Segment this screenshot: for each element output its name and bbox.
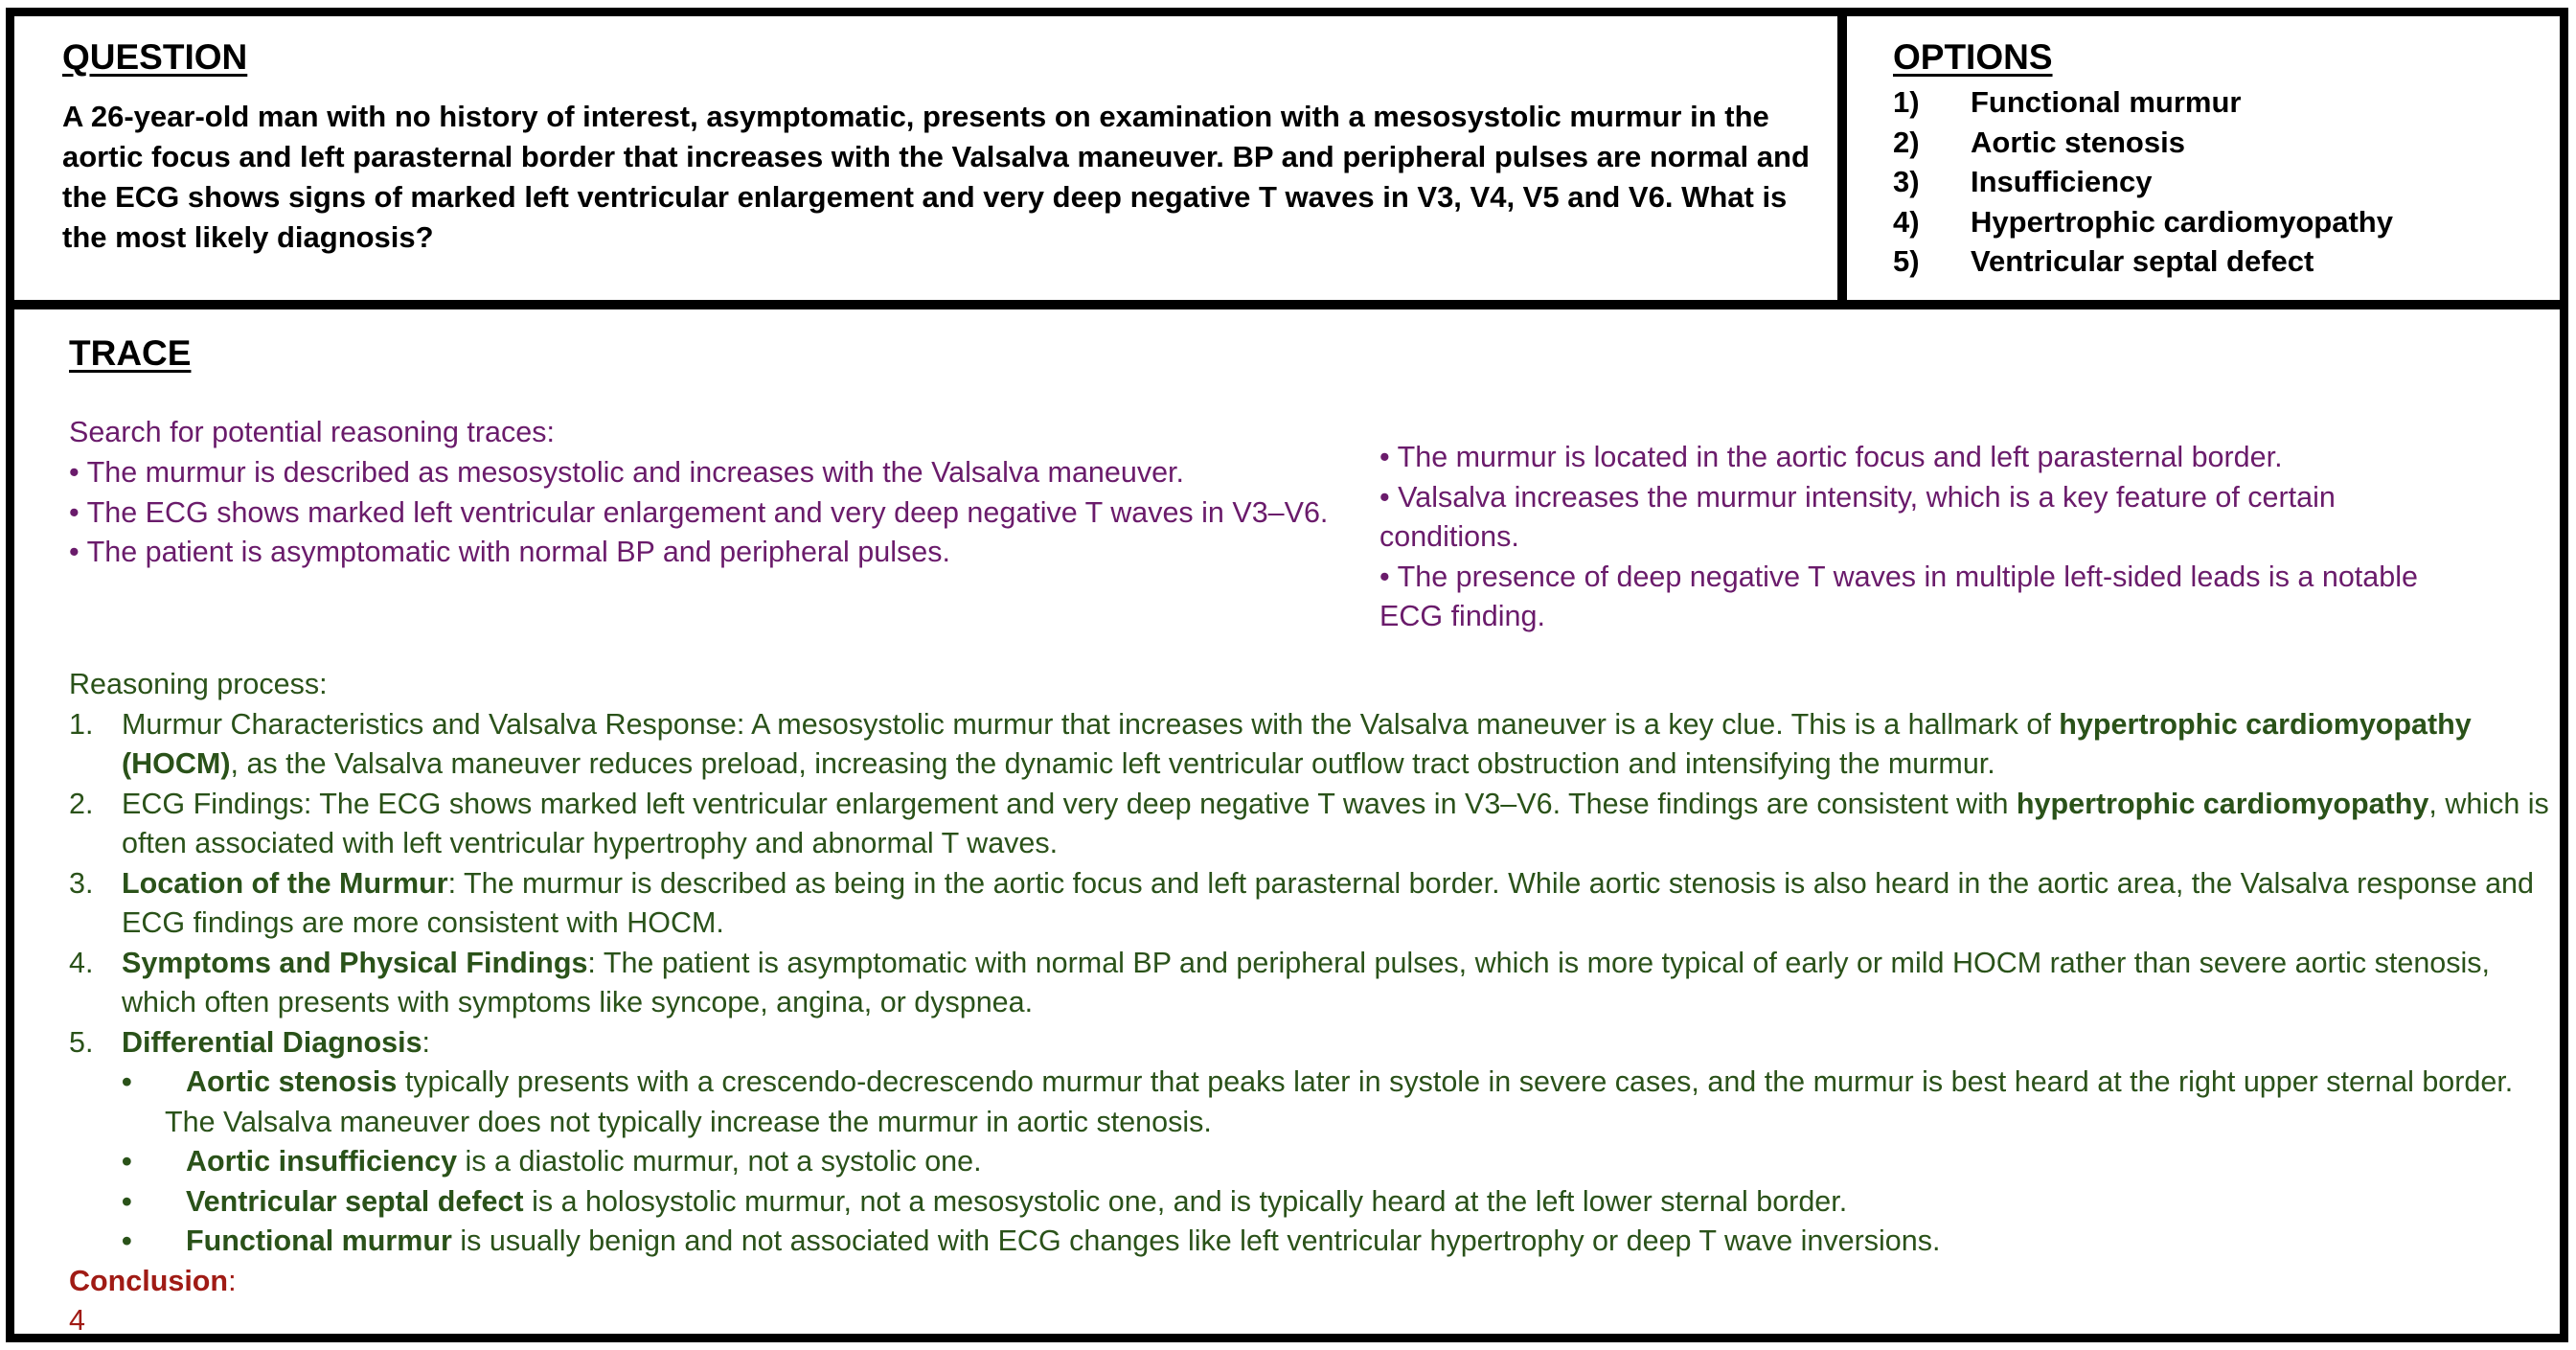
reasoning-emphasis: Symptoms and Physical Findings bbox=[122, 946, 588, 979]
reasoning-text-part: ECG Findings: The ECG shows marked left ventricular enlargement and very deep negative T waves in V3–V6. These findings are consistent with bbox=[122, 787, 2017, 820]
trace-bullet: • The patient is asymptomatic with normal BP and peripheral pulses. bbox=[69, 536, 950, 568]
reasoning-text bbox=[122, 864, 2550, 944]
search-traces-right-column bbox=[1379, 438, 2462, 637]
differential-emphasis: Aortic insufficiency bbox=[186, 1145, 458, 1178]
reasoning-number: 3. bbox=[69, 866, 94, 900]
differential-item bbox=[69, 1222, 2550, 1262]
differential-text-part: typically presents with a crescendo-decrescendo murmur that peaks later in systole in severe cases, and the murmur is best heard at the right upper sternal border. The Valsalva maneuver does not typically increase the murmur in aortic stenosis. bbox=[165, 1065, 2514, 1138]
question-heading: QUESTION bbox=[62, 37, 248, 77]
reasoning-process bbox=[69, 665, 2550, 1341]
options-list bbox=[1893, 82, 2564, 282]
option-item bbox=[1893, 162, 2564, 202]
trace-section bbox=[69, 333, 2550, 1337]
differential-text bbox=[165, 1182, 2550, 1223]
reasoning-text-part: : The patient is asymptomatic with normal BP and peripheral pulses, which is more typical of early or mild HOCM rather than severe aortic stenosis, which often presents with symptoms like syncope, angina, or dyspnea. bbox=[122, 946, 2491, 1018]
differential-text-part: is a holosystolic murmur, not a mesosystolic one, and is typically heard at the left lower sternal border. bbox=[523, 1184, 1848, 1218]
bullet-icon: • bbox=[122, 1184, 132, 1218]
option-label: Hypertrophic cardiomyopathy bbox=[1971, 204, 2393, 239]
option-label: Ventricular septal defect bbox=[1971, 244, 2314, 278]
option-label: Functional murmur bbox=[1971, 85, 2242, 119]
differential-item bbox=[69, 1142, 2550, 1182]
option-number: 2) bbox=[1893, 125, 1920, 159]
reasoning-text-part: : bbox=[422, 1025, 431, 1059]
option-number: 4) bbox=[1893, 204, 1920, 239]
conclusion-colon: : bbox=[228, 1264, 237, 1297]
vertical-divider bbox=[1837, 16, 1847, 300]
question-section bbox=[62, 37, 1815, 258]
option-item bbox=[1893, 241, 2564, 282]
option-item bbox=[1893, 123, 2564, 163]
option-number: 3) bbox=[1893, 165, 1920, 198]
trace-heading: TRACE bbox=[69, 333, 192, 373]
search-traces-left-column bbox=[69, 453, 1353, 573]
reasoning-text bbox=[122, 705, 2550, 785]
option-number: 1) bbox=[1893, 85, 1920, 119]
bullet-icon: • bbox=[122, 1145, 132, 1178]
reasoning-number: 1. bbox=[69, 707, 94, 741]
options-section bbox=[1893, 37, 2564, 282]
reasoning-text bbox=[122, 785, 2550, 864]
differential-emphasis: Functional murmur bbox=[186, 1224, 452, 1257]
bullet-icon: • bbox=[122, 1065, 132, 1098]
option-label: Insufficiency bbox=[1971, 165, 2153, 198]
document-frame bbox=[6, 8, 2568, 1342]
reasoning-text bbox=[122, 944, 2550, 1023]
reasoning-item bbox=[69, 864, 2550, 944]
reasoning-text bbox=[122, 1023, 2550, 1064]
differential-text bbox=[165, 1063, 2550, 1142]
horizontal-divider bbox=[14, 300, 2560, 309]
reasoning-text-part: , as the Valsalva maneuver reduces preload, increasing the dynamic left ventricular outflow tract obstruction and intensifying the murmur. bbox=[230, 747, 1995, 780]
differential-text-part: is a diastolic murmur, not a systolic one. bbox=[457, 1145, 982, 1178]
reasoning-number: 4. bbox=[69, 946, 94, 979]
reasoning-title: Reasoning process: bbox=[69, 668, 328, 700]
bullet-icon: • bbox=[122, 1224, 132, 1257]
search-traces-title: Search for potential reasoning traces: bbox=[69, 416, 555, 448]
reasoning-emphasis: Location of the Murmur bbox=[122, 866, 448, 900]
trace-bullet: • The murmur is described as mesosystolic and increases with the Valsalva maneuver. bbox=[69, 456, 1184, 489]
reasoning-item bbox=[69, 785, 2550, 864]
differential-item bbox=[69, 1063, 2550, 1142]
reasoning-number: 2. bbox=[69, 787, 94, 820]
reasoning-number: 5. bbox=[69, 1025, 94, 1059]
conclusion-label-row bbox=[69, 1262, 2550, 1302]
option-item bbox=[1893, 82, 2564, 123]
differential-item bbox=[69, 1182, 2550, 1223]
option-item bbox=[1893, 202, 2564, 242]
reasoning-emphasis: Differential Diagnosis bbox=[122, 1025, 422, 1059]
option-number: 5) bbox=[1893, 244, 1920, 278]
differential-text bbox=[165, 1222, 2550, 1262]
reasoning-item bbox=[69, 944, 2550, 1023]
options-heading: OPTIONS bbox=[1893, 37, 2053, 77]
reasoning-text-part: Murmur Characteristics and Valsalva Response: A mesosystolic murmur that increases with the Valsalva maneuver is a key clue. This is a hallmark of bbox=[122, 707, 2060, 741]
trace-bullet: • The murmur is located in the aortic focus and left parasternal border. bbox=[1379, 441, 2283, 473]
reasoning-item bbox=[69, 1023, 2550, 1064]
question-text: A 26-year-old man with no history of interest, asymptomatic, presents on examination with a mesosystolic murmur in the aortic focus and left parasternal border that increases with the Valsalva maneuver. BP and peripheral pulses are normal and the ECG shows signs of marked left ventricular enlargement and very deep negative T waves in V3, V4, V5 and V6. What is the most likely diagnosis? bbox=[62, 100, 1810, 254]
trace-bullet: • Valsalva increases the murmur intensity, which is a key feature of certain conditions. bbox=[1379, 480, 2336, 553]
differential-emphasis: Ventricular septal defect bbox=[186, 1184, 524, 1218]
conclusion-value: 4 bbox=[69, 1304, 85, 1337]
reasoning-text-part: , which is often associated with left ventricular hypertrophy and abnormal T waves. bbox=[122, 787, 2549, 859]
trace-bullet: • The presence of deep negative T waves in multiple left-sided leads is a notable ECG finding. bbox=[1379, 560, 2418, 632]
option-label: Aortic stenosis bbox=[1971, 125, 2185, 159]
trace-bullet: • The ECG shows marked left ventricular enlargement and very deep negative T waves in V3–V6. bbox=[69, 495, 1329, 529]
differential-text-part: is usually benign and not associated with ECG changes like left ventricular hypertrophy or deep T wave inversions. bbox=[451, 1224, 1941, 1257]
differential-emphasis: Aortic stenosis bbox=[186, 1065, 398, 1098]
conclusion-label: Conclusion bbox=[69, 1264, 229, 1297]
reasoning-text-part: : The murmur is described as being in the aortic focus and left parasternal border. While aortic stenosis is also heard in the aortic area, the Valsalva response and ECG findings are more consistent with HOCM. bbox=[122, 866, 2534, 939]
reasoning-emphasis: hypertrophic cardiomyopathy bbox=[2016, 787, 2429, 820]
differential-text bbox=[165, 1142, 2550, 1182]
reasoning-item bbox=[69, 705, 2550, 785]
reasoning-emphasis: hypertrophic cardiomyopathy (HOCM) bbox=[122, 707, 2472, 780]
